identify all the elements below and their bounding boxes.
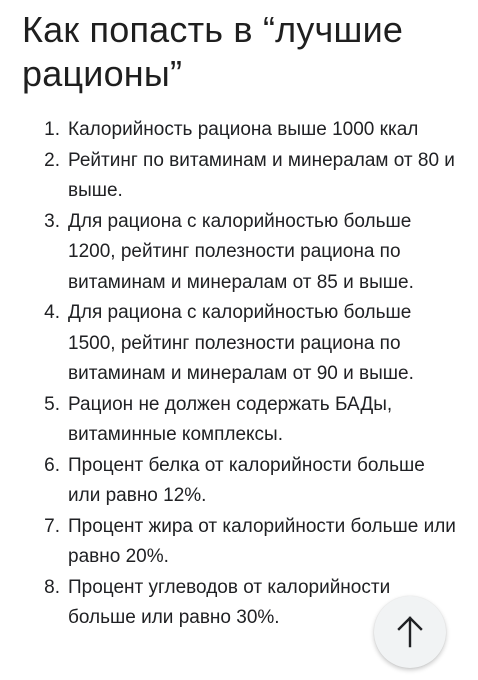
list-item-number: 5. (44, 393, 60, 415)
list-item (22, 451, 456, 512)
list-item-text: Калорийность рациона выше 1000 ккал (68, 119, 419, 140)
page-title: Как попасть в “лучшие рационы” (22, 9, 404, 94)
list-item-number: 6. (44, 454, 60, 476)
list-item-number: 1. (44, 119, 60, 140)
list-item (22, 115, 456, 146)
scroll-to-top-button[interactable] (374, 596, 446, 668)
list-item (22, 298, 456, 390)
list-item-text: Для рациона с калорийностью больше 1200, рейтинг полезности рациона по витаминам и минералам от 85 и выше. (68, 210, 414, 293)
list-item-text: Процент углеводов от калорийности больше или равно 30%. (68, 576, 391, 628)
list-item-number: 3. (44, 210, 60, 232)
list-item (22, 207, 456, 299)
list-item-text: Процент белка от калорийности больше или равно 12%. (68, 454, 425, 506)
list-item-number: 7. (44, 515, 60, 537)
list-item-text: Рацион не должен содержать БАДы, витаминные комплексы. (68, 393, 393, 445)
list-item-text: Рейтинг по витаминам и минералам от 80 и выше. (68, 149, 455, 201)
list-item (22, 390, 456, 451)
list-item (22, 146, 456, 207)
list-item-number: 8. (44, 576, 60, 598)
arrow-up-icon (397, 616, 423, 648)
list-item-number: 2. (44, 149, 60, 171)
criteria-list (22, 115, 456, 634)
list-item (22, 512, 456, 573)
list-item-text: Для рациона с калорийностью больше 1500, рейтинг полезности рациона по витаминам и минералам от 90 и выше. (68, 302, 414, 384)
list-item-number: 4. (44, 302, 60, 323)
list-item-text: Процент жира от калорийности больше или равно 20%. (68, 515, 456, 567)
